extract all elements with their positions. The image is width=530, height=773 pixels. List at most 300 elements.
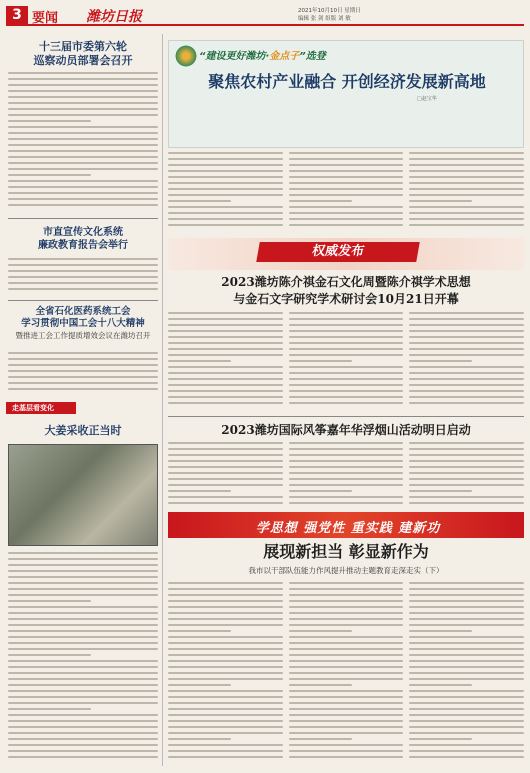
text-line [168, 484, 283, 486]
text-line [168, 708, 283, 710]
text-line [289, 588, 404, 590]
text-line [409, 756, 524, 758]
text-line [409, 600, 524, 602]
text-line [409, 612, 524, 614]
article-heading [8, 424, 158, 438]
text-line [289, 336, 404, 338]
article-body [168, 442, 524, 508]
text-line [409, 642, 524, 644]
theme-banner [168, 512, 524, 538]
text-line [289, 366, 404, 368]
text-line [168, 654, 283, 656]
text-line [168, 744, 283, 746]
text-line [409, 594, 524, 596]
text-line [168, 466, 283, 468]
text-line [8, 732, 158, 734]
text-column [409, 582, 524, 764]
text-line [168, 756, 283, 758]
text-line [8, 126, 158, 128]
text-line [8, 174, 91, 176]
text-line [8, 702, 158, 704]
text-line [8, 708, 91, 710]
text-line [289, 690, 404, 692]
text-line [168, 594, 283, 596]
text-column [168, 442, 283, 508]
text-line [168, 702, 283, 704]
text-line [289, 390, 404, 392]
text-line [289, 648, 404, 650]
text-line [289, 194, 404, 196]
text-column [8, 258, 158, 296]
text-column [8, 552, 158, 764]
text-line [289, 642, 404, 644]
text-line [8, 570, 158, 572]
headline-line1: 2023潍坊陈介祺金石文化周暨陈介祺学术思想 [221, 275, 471, 289]
text-line [8, 388, 158, 390]
text-line [168, 496, 283, 498]
text-line [409, 618, 524, 620]
text-line [8, 138, 158, 140]
text-line [289, 342, 404, 344]
text-line [8, 108, 158, 110]
text-line [8, 600, 91, 602]
text-line [8, 564, 158, 566]
text-line [289, 496, 404, 498]
banner-label: 权威发布 [256, 242, 420, 262]
text-line [409, 660, 524, 662]
text-line [8, 72, 158, 74]
text-line [168, 478, 283, 480]
text-line [289, 484, 404, 486]
text-line [409, 158, 524, 160]
text-line [168, 636, 283, 638]
text-line [289, 678, 404, 680]
section-name: 要闻 [32, 11, 59, 26]
text-line [8, 588, 158, 590]
text-line [409, 484, 524, 486]
text-line [289, 744, 404, 746]
text-line [8, 282, 158, 284]
text-line [8, 150, 158, 152]
text-line [409, 726, 524, 728]
text-line [8, 690, 158, 692]
text-line [409, 448, 524, 450]
text-line [409, 490, 472, 492]
text-line [409, 396, 524, 398]
text-line [409, 176, 524, 178]
text-line [409, 466, 524, 468]
text-line [8, 376, 158, 378]
text-column [168, 152, 283, 234]
article-title-line1: 十三届市委第六轮 [39, 40, 127, 53]
date-line: 2021年10月10日 星期日 [298, 8, 361, 14]
text-line [8, 78, 158, 80]
tagline-part: ”选登 [299, 51, 326, 62]
text-line [8, 552, 158, 554]
text-column [409, 312, 524, 410]
headline-line2: 与金石文字研究学术研讨会10月21日开幕 [233, 292, 459, 306]
text-line [409, 152, 524, 154]
text-line [289, 330, 404, 332]
text-line [289, 672, 404, 674]
text-line [289, 624, 404, 626]
text-line [8, 636, 158, 638]
text-line [168, 448, 283, 450]
text-line [409, 630, 472, 632]
text-line [409, 218, 524, 220]
text-line [409, 738, 472, 740]
text-line [8, 364, 158, 366]
text-line [289, 312, 404, 314]
text-line [289, 502, 404, 504]
banner-headline: 聚焦农村产业融合 开创经济发展新高地 [208, 72, 486, 91]
text-line [289, 600, 404, 602]
text-line [409, 606, 524, 608]
page-number: 3 [6, 6, 28, 24]
text-line [168, 342, 283, 344]
text-line [289, 158, 404, 160]
text-line [289, 478, 404, 480]
text-line [289, 354, 404, 356]
text-line [289, 442, 404, 444]
text-line [409, 200, 472, 202]
text-line [168, 738, 231, 740]
text-line [289, 738, 352, 740]
text-line [289, 206, 404, 208]
text-line [289, 152, 404, 154]
text-line [409, 402, 524, 404]
text-line [168, 588, 283, 590]
text-line [8, 90, 158, 92]
article-title-line1: 全省石化医药系统工会 [35, 306, 131, 317]
text-line [289, 720, 404, 722]
article-title-line2: 廉政教育报告会举行 [38, 240, 128, 251]
text-line [409, 666, 524, 668]
text-line [8, 382, 158, 384]
text-line [289, 654, 404, 656]
article-body [168, 582, 524, 764]
article-body [8, 258, 158, 296]
text-column [409, 442, 524, 508]
text-line [8, 594, 158, 596]
text-line [409, 690, 524, 692]
text-line [168, 390, 283, 392]
text-line [8, 750, 158, 752]
text-line [409, 624, 524, 626]
text-line [289, 636, 404, 638]
text-line [168, 402, 283, 404]
text-line [168, 158, 283, 160]
text-line [168, 188, 283, 190]
text-line [409, 496, 524, 498]
text-line [409, 696, 524, 698]
text-line [168, 454, 283, 456]
text-line [289, 660, 404, 662]
text-line [8, 84, 158, 86]
text-line [409, 702, 524, 704]
text-line [168, 378, 283, 380]
text-line [409, 182, 524, 184]
text-line [8, 666, 158, 668]
text-column [8, 72, 158, 212]
text-line [409, 720, 524, 722]
text-line [289, 630, 352, 632]
text-line [168, 750, 283, 752]
text-line [289, 708, 404, 710]
text-line [409, 744, 524, 746]
text-line [168, 182, 283, 184]
newspaper-logo: 潍坊日报 [86, 9, 142, 25]
text-line [409, 750, 524, 752]
text-line [168, 582, 283, 584]
text-line [8, 726, 158, 728]
article-body [8, 352, 158, 398]
column-rule [162, 34, 163, 766]
text-line [8, 642, 158, 644]
text-line [289, 460, 404, 462]
text-line [8, 714, 158, 716]
text-line [168, 720, 283, 722]
text-line [168, 354, 283, 356]
text-line [8, 258, 158, 260]
text-line [8, 168, 158, 170]
text-line [409, 348, 524, 350]
text-line [289, 750, 404, 752]
text-line [409, 708, 524, 710]
text-line [168, 600, 283, 602]
banner-tagline [199, 47, 326, 62]
article-title-line2: 巡察动员部署会召开 [33, 54, 133, 67]
text-line [289, 726, 404, 728]
text-line [168, 348, 283, 350]
text-line [409, 312, 524, 314]
text-line [409, 164, 524, 166]
text-line [289, 396, 404, 398]
text-line [289, 702, 404, 704]
text-line [289, 618, 404, 620]
text-line [168, 672, 283, 674]
text-line [8, 102, 158, 104]
story-headline: 2023潍坊国际风筝嘉年华浮烟山活动明日启动 [221, 423, 471, 437]
text-line [289, 318, 404, 320]
text-line [8, 120, 91, 122]
text-line [289, 324, 404, 326]
text-line [409, 360, 472, 362]
text-line [409, 648, 524, 650]
text-line [8, 648, 158, 650]
text-line [289, 348, 404, 350]
text-line [168, 218, 283, 220]
story-headline: 展现新担当 彰显新作为 [263, 542, 429, 561]
text-line [289, 182, 404, 184]
text-line [8, 660, 158, 662]
text-line [409, 636, 524, 638]
article-body [168, 152, 524, 234]
text-line [8, 576, 158, 578]
divider [8, 218, 158, 219]
text-line [289, 612, 404, 614]
tagline-highlight: 金点子 [269, 51, 300, 62]
text-line [289, 454, 404, 456]
text-line [168, 330, 283, 332]
text-line [409, 684, 472, 686]
article-heading [8, 226, 158, 252]
divider [8, 300, 158, 301]
text-line [289, 176, 404, 178]
news-photo [8, 444, 158, 546]
text-line [168, 684, 231, 686]
article-body [8, 72, 158, 212]
text-line [289, 756, 404, 758]
text-line [289, 218, 404, 220]
text-line [289, 224, 404, 226]
masthead-meta [298, 7, 428, 23]
text-column [289, 152, 404, 234]
text-line [409, 582, 524, 584]
text-line [8, 144, 158, 146]
authority-banner [168, 238, 524, 270]
text-line [409, 206, 524, 208]
text-line [289, 402, 404, 404]
text-line [8, 288, 158, 290]
text-line [168, 224, 283, 226]
text-line [168, 630, 231, 632]
text-line [289, 594, 404, 596]
text-line [409, 170, 524, 172]
text-line [8, 744, 158, 746]
text-column [409, 152, 524, 234]
text-line [289, 448, 404, 450]
text-line [8, 156, 158, 158]
text-line [8, 186, 158, 188]
text-line [168, 624, 283, 626]
text-line [289, 378, 404, 380]
text-column [168, 312, 283, 410]
text-line [289, 714, 404, 716]
text-line [289, 472, 404, 474]
text-line [289, 490, 352, 492]
text-line [8, 96, 158, 98]
text-line [168, 318, 283, 320]
text-line [409, 354, 524, 356]
text-line [168, 206, 283, 208]
text-column [289, 442, 404, 508]
text-line [8, 352, 158, 354]
text-line [168, 164, 283, 166]
text-line [168, 648, 283, 650]
column-tag: 走基层看变化 [6, 402, 76, 414]
text-line [409, 324, 524, 326]
article-title: 大姜采收正当时 [44, 424, 122, 437]
text-line [409, 212, 524, 214]
feature-banner [168, 40, 524, 148]
text-line [409, 366, 524, 368]
text-line [409, 502, 524, 504]
text-line [168, 460, 283, 462]
text-line [168, 690, 283, 692]
text-line [168, 696, 283, 698]
text-line [168, 660, 283, 662]
text-line [8, 630, 158, 632]
text-line [8, 720, 158, 722]
text-line [8, 370, 158, 372]
text-line [289, 606, 404, 608]
text-line [168, 324, 283, 326]
text-line [8, 132, 158, 134]
text-line [8, 606, 158, 608]
text-line [168, 366, 283, 368]
article-heading [8, 306, 158, 342]
text-line [409, 460, 524, 462]
text-line [8, 678, 158, 680]
text-line [289, 684, 352, 686]
text-line [409, 336, 524, 338]
text-line [8, 264, 158, 266]
text-line [289, 582, 404, 584]
text-line [168, 472, 283, 474]
text-line [168, 490, 231, 492]
text-line [8, 558, 158, 560]
text-line [409, 588, 524, 590]
text-column [289, 582, 404, 764]
text-line [289, 384, 404, 386]
tagline-part: “建设更好潍坊· [199, 51, 270, 62]
text-line [289, 466, 404, 468]
article-subtitle: 暨推进工会工作提质增效会议在潍坊召开 [15, 331, 151, 340]
text-line [409, 318, 524, 320]
text-line [168, 312, 283, 314]
text-line [168, 360, 231, 362]
text-line [289, 360, 352, 362]
text-line [409, 654, 524, 656]
text-line [168, 176, 283, 178]
text-line [8, 358, 158, 360]
text-line [8, 624, 158, 626]
text-line [289, 666, 404, 668]
text-line [168, 194, 283, 196]
text-line [409, 378, 524, 380]
story-headline [168, 274, 524, 308]
divider [168, 416, 524, 417]
text-line [409, 678, 524, 680]
text-line [168, 714, 283, 716]
text-line [8, 612, 158, 614]
text-line [8, 756, 158, 758]
text-line [168, 336, 283, 338]
text-line [409, 472, 524, 474]
editor-line: 编辑 张 剑 组版 刘 敏 [298, 16, 351, 22]
text-line [289, 188, 404, 190]
text-line [8, 684, 158, 686]
text-line [8, 192, 158, 194]
text-line [409, 330, 524, 332]
text-line [409, 372, 524, 374]
text-line [8, 738, 158, 740]
text-line [409, 732, 524, 734]
text-line [8, 162, 158, 164]
text-line [168, 732, 283, 734]
text-line [289, 170, 404, 172]
text-line [8, 654, 91, 656]
article-body [8, 552, 158, 764]
banner-emblem-icon [173, 45, 199, 67]
text-line [168, 396, 283, 398]
text-line [8, 696, 158, 698]
text-column [289, 312, 404, 410]
text-line [8, 276, 158, 278]
text-line [409, 442, 524, 444]
text-line [168, 606, 283, 608]
